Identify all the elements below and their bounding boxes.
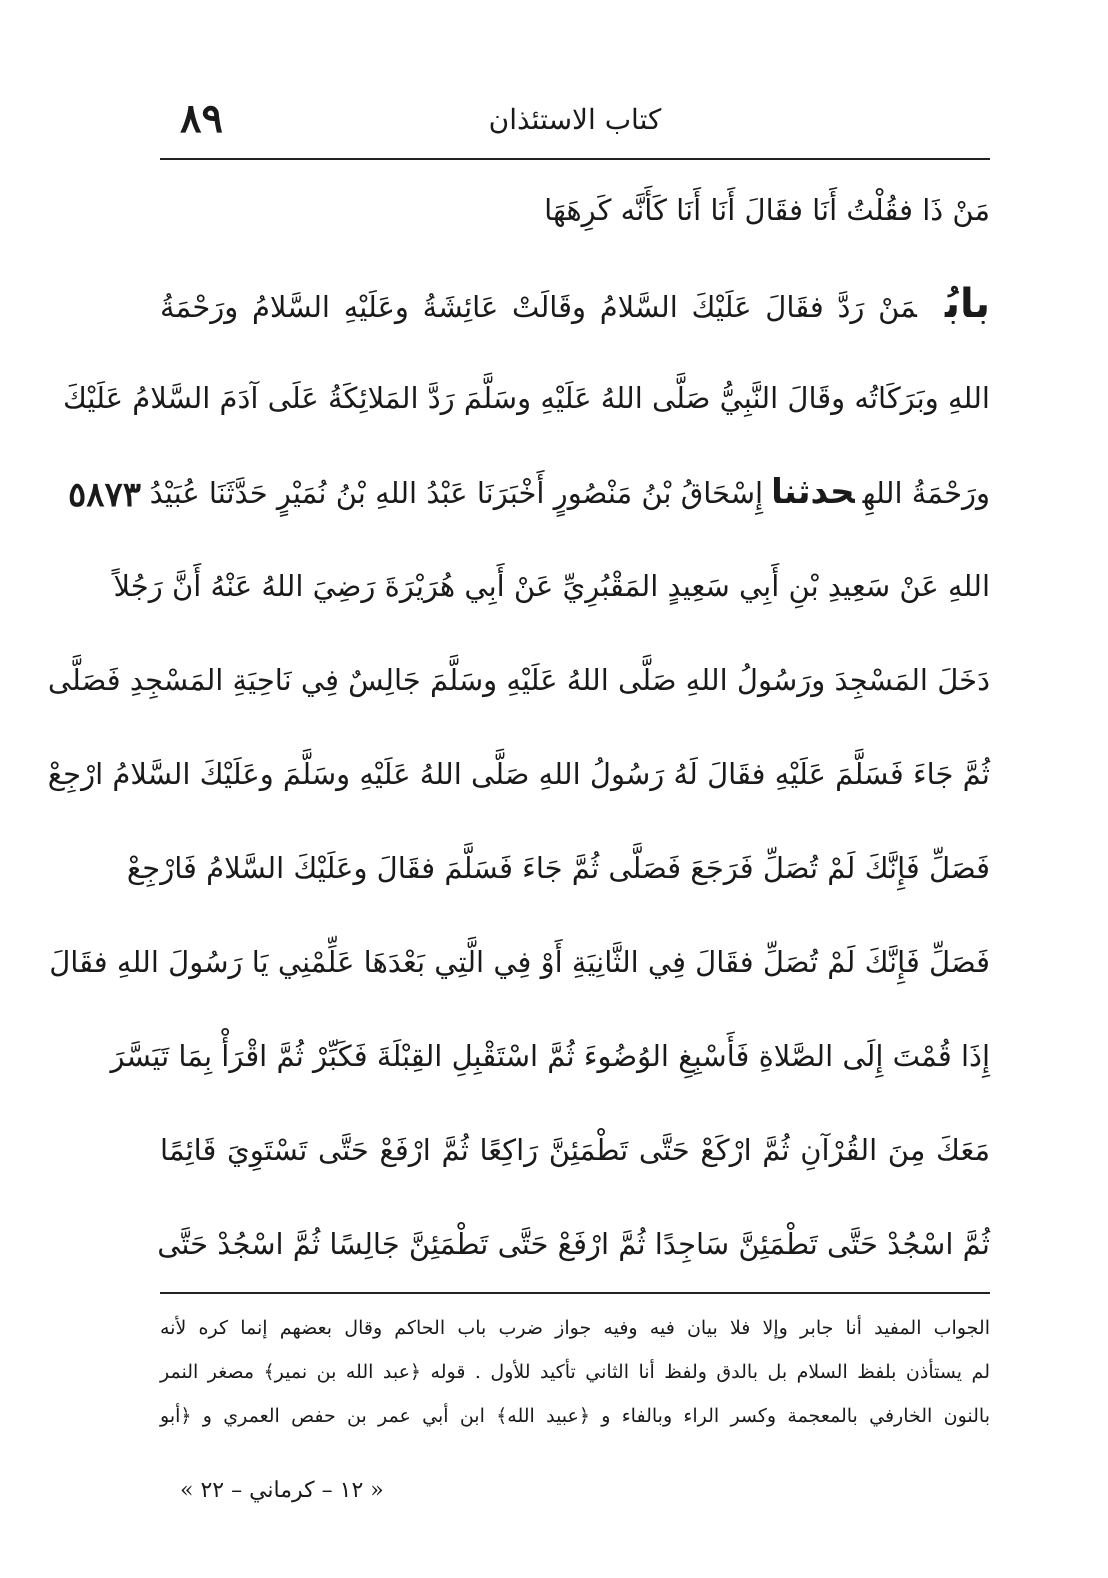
hadith-number: ٥٨٧٣	[68, 475, 142, 515]
bab-heading: بابُ	[944, 281, 990, 327]
text-line-2-content: مَنْ رَدَّ فقَالَ عَلَيْكَ السَّلامُ وقَالَتْ عَائِشَةُ وعَلَيْهِ السَّلامُ ورَحْمَةُ	[160, 290, 917, 324]
text-line-4-end: إِسْحَاقُ بْنُ مَنْصُورٍ أَخْبَرَنَا عَبْدُ اللهِ بْنُ نُمَيْرٍ حَدَّثَنَا عُبَيْدُ	[149, 476, 764, 510]
text-line-1: مَنْ ذَا فقُلْتُ أَنَا فقَالَ أَنَا أَنَا كَأَنَّه كَرِهَهَا	[544, 193, 990, 227]
text-line-6: دَخَلَ المَسْجِدَ ورَسُولُ اللهِ صَلَّى اللهُ عَلَيْهِ وسَلَّمَ جَالِسٌ فِي نَاحِيَةِ المَسْجِدِ فَصَلَّى	[47, 663, 990, 697]
printer-signature: « ١٢ – كرماني – ٢٢ »	[180, 1478, 384, 1503]
text-line-3: اللهِ وبَرَكَاتُه وقَالَ النَّبِيُّ صَلَّى اللهُ عَلَيْهِ وسَلَّمَ رَدَّ المَلائِكَةُ عَلَى آدَمَ السَّلامُ عَلَيْكَ	[62, 381, 990, 415]
text-line-11: مَعَكَ مِنَ القُرْآنِ ثُمَّ ارْكَعْ حَتَّى تَطْمَئِنَّ رَاكِعًا ثُمَّ ارْفَعْ حَتَّى تَسْتَوِيَ قَائِمًا	[160, 1133, 990, 1167]
header-rule	[160, 158, 990, 160]
text-line-5: اللهِ عَنْ سَعِيدِ بْنِ أَبِي سَعِيدٍ المَقْبُرِيِّ عَنْ أَبِي هُرَيْرَةَ رَضِيَ اللهُ عَنْهُ أَنَّ رَجُلاً	[113, 569, 990, 603]
page-number: ٨٩	[180, 95, 223, 142]
text-line-9: فَصَلِّ فَإِنَّكَ لَمْ تُصَلِّ فقَالَ فِي الثَّانِيَةِ أَوْ فِي الَّتِي بَعْدَهَا عَلِّمْنِي يَا رَسُولَ اللهِ فقَالَ	[49, 945, 990, 979]
footnote-rule	[160, 1292, 990, 1294]
page-header	[160, 95, 990, 155]
haddathana-marker: حدثنا	[771, 472, 855, 512]
footnote-line-1: الجواب المفيد أنا جابر وإلا فلا بيان فيه وفيه جواز ضرب باب الحاكم وقال بعضهم إنما كره لأنه	[160, 1317, 990, 1339]
text-line-12: ثُمَّ اسْجُدْ حَتَّى تَطْمَئِنَّ سَاجِدًا ثُمَّ ارْفَعْ حَتَّى تَطْمَئِنَّ جَالِسًا ثُمَّ اسْجُدْ حَتَّى	[157, 1227, 990, 1261]
text-line-2	[160, 269, 990, 363]
footnotes	[160, 1306, 990, 1438]
text-line-8: فَصَلِّ فَإِنَّكَ لَمْ تُصَلِّ فَرَجَعَ فَصَلَّى ثُمَّ جَاءَ فَسَلَّمَ فقَالَ وعَلَيْكَ السَّلامُ فَارْجِعْ	[126, 851, 990, 885]
text-line-10: إِذَا قُمْتَ إِلَى الصَّلاةِ فَأَسْبِغِ الوُضُوءَ ثُمَّ اسْتَقْبِلِ القِبْلَةَ فَكَبِّرْ ثُمَّ اقْرَأْ بِمَا تَيَسَّرَ	[110, 1039, 990, 1073]
book-title: كتاب الاستئذان	[488, 103, 662, 136]
text-line-4	[149, 457, 990, 551]
footnote-line-3: بالنون الخارفي بالمعجمة وكسر الراء وبالفاء و ﴿عبيد الله﴾ ابن أبي عمر بن حفص العمري و ﴿أبو	[160, 1405, 990, 1427]
text-line-7: ثُمَّ جَاءَ فَسَلَّمَ عَلَيْهِ فقَالَ لَهُ رَسُولُ اللهِ صَلَّى اللهُ عَلَيْهِ وسَلَّمَ وعَلَيْكَ السَّلامُ ارْجِعْ	[47, 757, 990, 791]
footnote-line-2: لم يستأذن بلفظ السلام بل بالدق ولفظ أنا الثاني تأكيد للأول . قوله ﴿عبد الله بن نمير﴾ مصغر النمر	[160, 1361, 990, 1383]
text-line-4-start: ورَحْمَةُ اللهِ	[862, 476, 990, 510]
